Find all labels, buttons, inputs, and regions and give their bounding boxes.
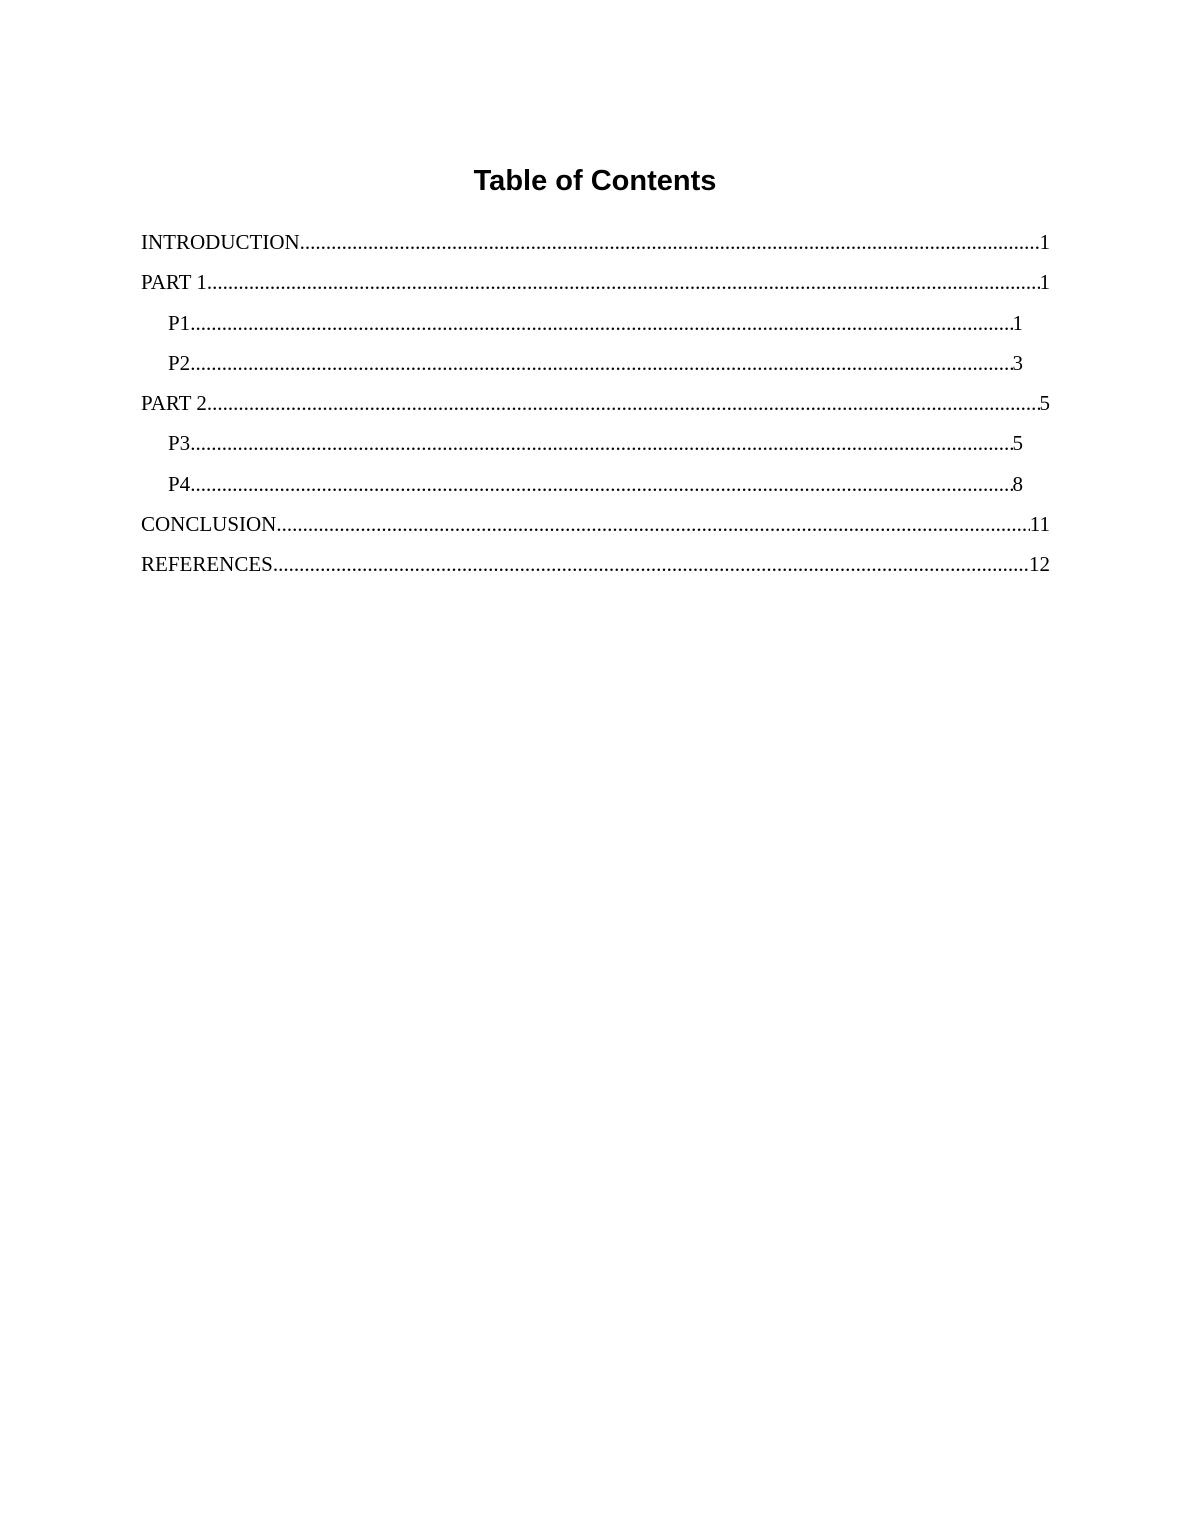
toc-entry-page-number: 5	[1039, 391, 1050, 416]
toc-entry-p3[interactable]	[168, 429, 1023, 469]
toc-dot-leader	[207, 268, 1040, 296]
toc-entry-p2[interactable]	[168, 349, 1023, 389]
toc-entry-page-number: 12	[1029, 552, 1050, 577]
toc-entry-p4[interactable]	[168, 470, 1023, 510]
toc-entry-label: CONCLUSION	[141, 512, 277, 537]
toc-title: Table of Contents	[473, 165, 717, 197]
toc-entry-page-number: 5	[1012, 431, 1023, 456]
toc-dot-leader	[276, 510, 1029, 538]
toc-entry-page-number: 8	[1012, 471, 1023, 496]
toc-entry-label: P2	[168, 350, 191, 375]
toc-entry-introduction[interactable]	[141, 228, 1050, 268]
toc-dot-leader	[190, 429, 1012, 457]
toc-entry-page-number: 11	[1029, 512, 1050, 537]
toc-dot-leader	[273, 550, 1029, 578]
toc-entry-p1[interactable]	[168, 309, 1023, 349]
toc-entry-conclusion[interactable]	[141, 510, 1050, 550]
toc-entry-part-1[interactable]	[141, 268, 1050, 308]
toc-entry-label: PART 2	[141, 391, 207, 416]
toc-entry-label: P1	[168, 310, 191, 335]
toc-dot-leader	[190, 349, 1012, 377]
toc-entry-page-number: 1	[1012, 310, 1023, 335]
toc-entry-label: P4	[168, 471, 191, 496]
toc-entry-page-number: 1	[1039, 230, 1050, 254]
toc-entry-label: REFERENCES	[141, 552, 273, 577]
toc-list	[0, 228, 1190, 591]
toc-entry-page-number: 1	[1039, 270, 1050, 295]
toc-entry-page-number: 3	[1012, 350, 1023, 375]
toc-dot-leader	[190, 470, 1012, 498]
toc-entry-label: P3	[168, 431, 191, 456]
toc-entry-part-2[interactable]	[141, 389, 1050, 429]
toc-dot-leader	[207, 389, 1040, 417]
toc-entry-label: PART 1	[141, 270, 207, 295]
toc-dot-leader	[190, 309, 1012, 337]
toc-dot-leader	[300, 228, 1040, 256]
toc-entry-label: INTRODUCTION	[141, 230, 300, 254]
toc-entry-references[interactable]	[141, 550, 1050, 590]
